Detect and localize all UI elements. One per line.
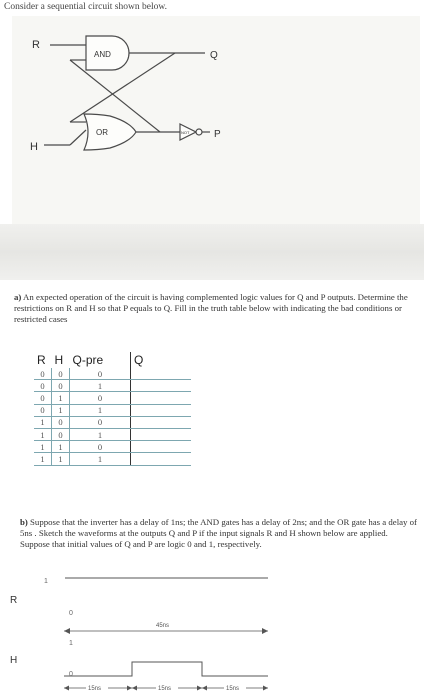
- part-b-question: [20, 517, 418, 550]
- circuit-diagram: [0, 0, 424, 230]
- cell-q[interactable]: [131, 404, 192, 416]
- cell-h: 0: [52, 416, 70, 428]
- cell-q[interactable]: [131, 368, 192, 380]
- cell-q-pre: 1: [70, 428, 131, 440]
- table-row: [34, 416, 191, 428]
- label-or: OR: [96, 128, 108, 137]
- cell-h: 0: [52, 380, 70, 392]
- cell-h: 0: [52, 428, 70, 440]
- cell-r: 0: [34, 368, 52, 380]
- h-waveform: [64, 662, 268, 676]
- cell-q[interactable]: [131, 428, 192, 440]
- header-q-pre: Q-pre: [72, 353, 104, 367]
- cell-r: 1: [34, 428, 52, 440]
- table-row: [34, 453, 191, 465]
- part-b-text: Suppose that the inverter has a delay of 1ns; the AND gates has a delay of 2ns; and the OR gate has a delay of 5ns . Sketch the waveforms at the outputs Q and P if the input signals R and H shown below are applied. Suppose that initial values of Q and P are logic 0 and 1, respectively.: [20, 517, 417, 549]
- label-q: Q: [210, 50, 218, 61]
- cell-q-pre: 0: [70, 441, 131, 453]
- span-15-label-1: 15ns: [88, 686, 102, 692]
- cell-h: 1: [52, 392, 70, 404]
- cell-h: 0: [52, 368, 70, 380]
- label-r: R: [32, 39, 40, 51]
- table-row: [34, 404, 191, 416]
- header-r: R: [37, 353, 46, 367]
- cell-h: 1: [52, 441, 70, 453]
- cell-q-pre: 0: [70, 416, 131, 428]
- header-q: Q: [131, 352, 192, 368]
- table-row: [34, 392, 191, 404]
- cell-r: 0: [34, 392, 52, 404]
- cell-q[interactable]: [131, 441, 192, 453]
- cell-q-pre: 0: [70, 392, 131, 404]
- cell-r: 0: [34, 404, 52, 416]
- label-h: H: [30, 141, 38, 153]
- table-row: [34, 441, 191, 453]
- table-row: [34, 380, 191, 392]
- cell-r: 0: [34, 380, 52, 392]
- label-p: P: [214, 129, 221, 140]
- label-not: NOT: [181, 130, 190, 135]
- truth-table: [34, 352, 191, 466]
- cell-h: 1: [52, 404, 70, 416]
- part-b-label: b): [20, 517, 28, 527]
- cell-q[interactable]: [131, 416, 192, 428]
- part-a-text: An expected operation of the circuit is having complemented logic values for Q and P outputs. Determine the restrictions on R and H so that P equals to Q. Fill in the truth table below with indicating the bad conditions or restricted cases: [14, 292, 408, 324]
- span-15-label-3: 15ns: [226, 686, 240, 692]
- h-level-high: 1: [69, 640, 73, 647]
- cell-r: 1: [34, 441, 52, 453]
- page-divider: [0, 224, 424, 280]
- r-label: R: [10, 595, 18, 606]
- h-level-low: 0: [69, 671, 73, 678]
- intro-text: Consider a sequential circuit shown below.: [4, 2, 167, 12]
- truth-table-header: [34, 352, 191, 368]
- part-a-label: a): [14, 292, 22, 302]
- label-and: AND: [94, 50, 111, 59]
- cell-q[interactable]: [131, 453, 192, 465]
- header-h: H: [54, 353, 64, 367]
- cell-q-pre: 1: [70, 404, 131, 416]
- waveform-diagram: [0, 570, 424, 700]
- cell-r: 1: [34, 416, 52, 428]
- or-gate: [84, 114, 136, 150]
- r-level-low: 0: [69, 610, 73, 617]
- cell-q-pre: 0: [70, 368, 131, 380]
- cell-q[interactable]: [131, 392, 192, 404]
- cell-h: 1: [52, 453, 70, 465]
- cell-q-pre: 1: [70, 453, 131, 465]
- table-row: [34, 428, 191, 440]
- table-row: [34, 368, 191, 380]
- h-label: H: [10, 655, 18, 666]
- span-15-label-2: 15ns: [158, 686, 172, 692]
- span-45-label: 45ns: [156, 623, 170, 629]
- cell-q-pre: 1: [70, 380, 131, 392]
- r-level-high: 1: [44, 578, 48, 585]
- cell-q[interactable]: [131, 380, 192, 392]
- part-a-question: [14, 292, 418, 325]
- cell-r: 1: [34, 453, 52, 465]
